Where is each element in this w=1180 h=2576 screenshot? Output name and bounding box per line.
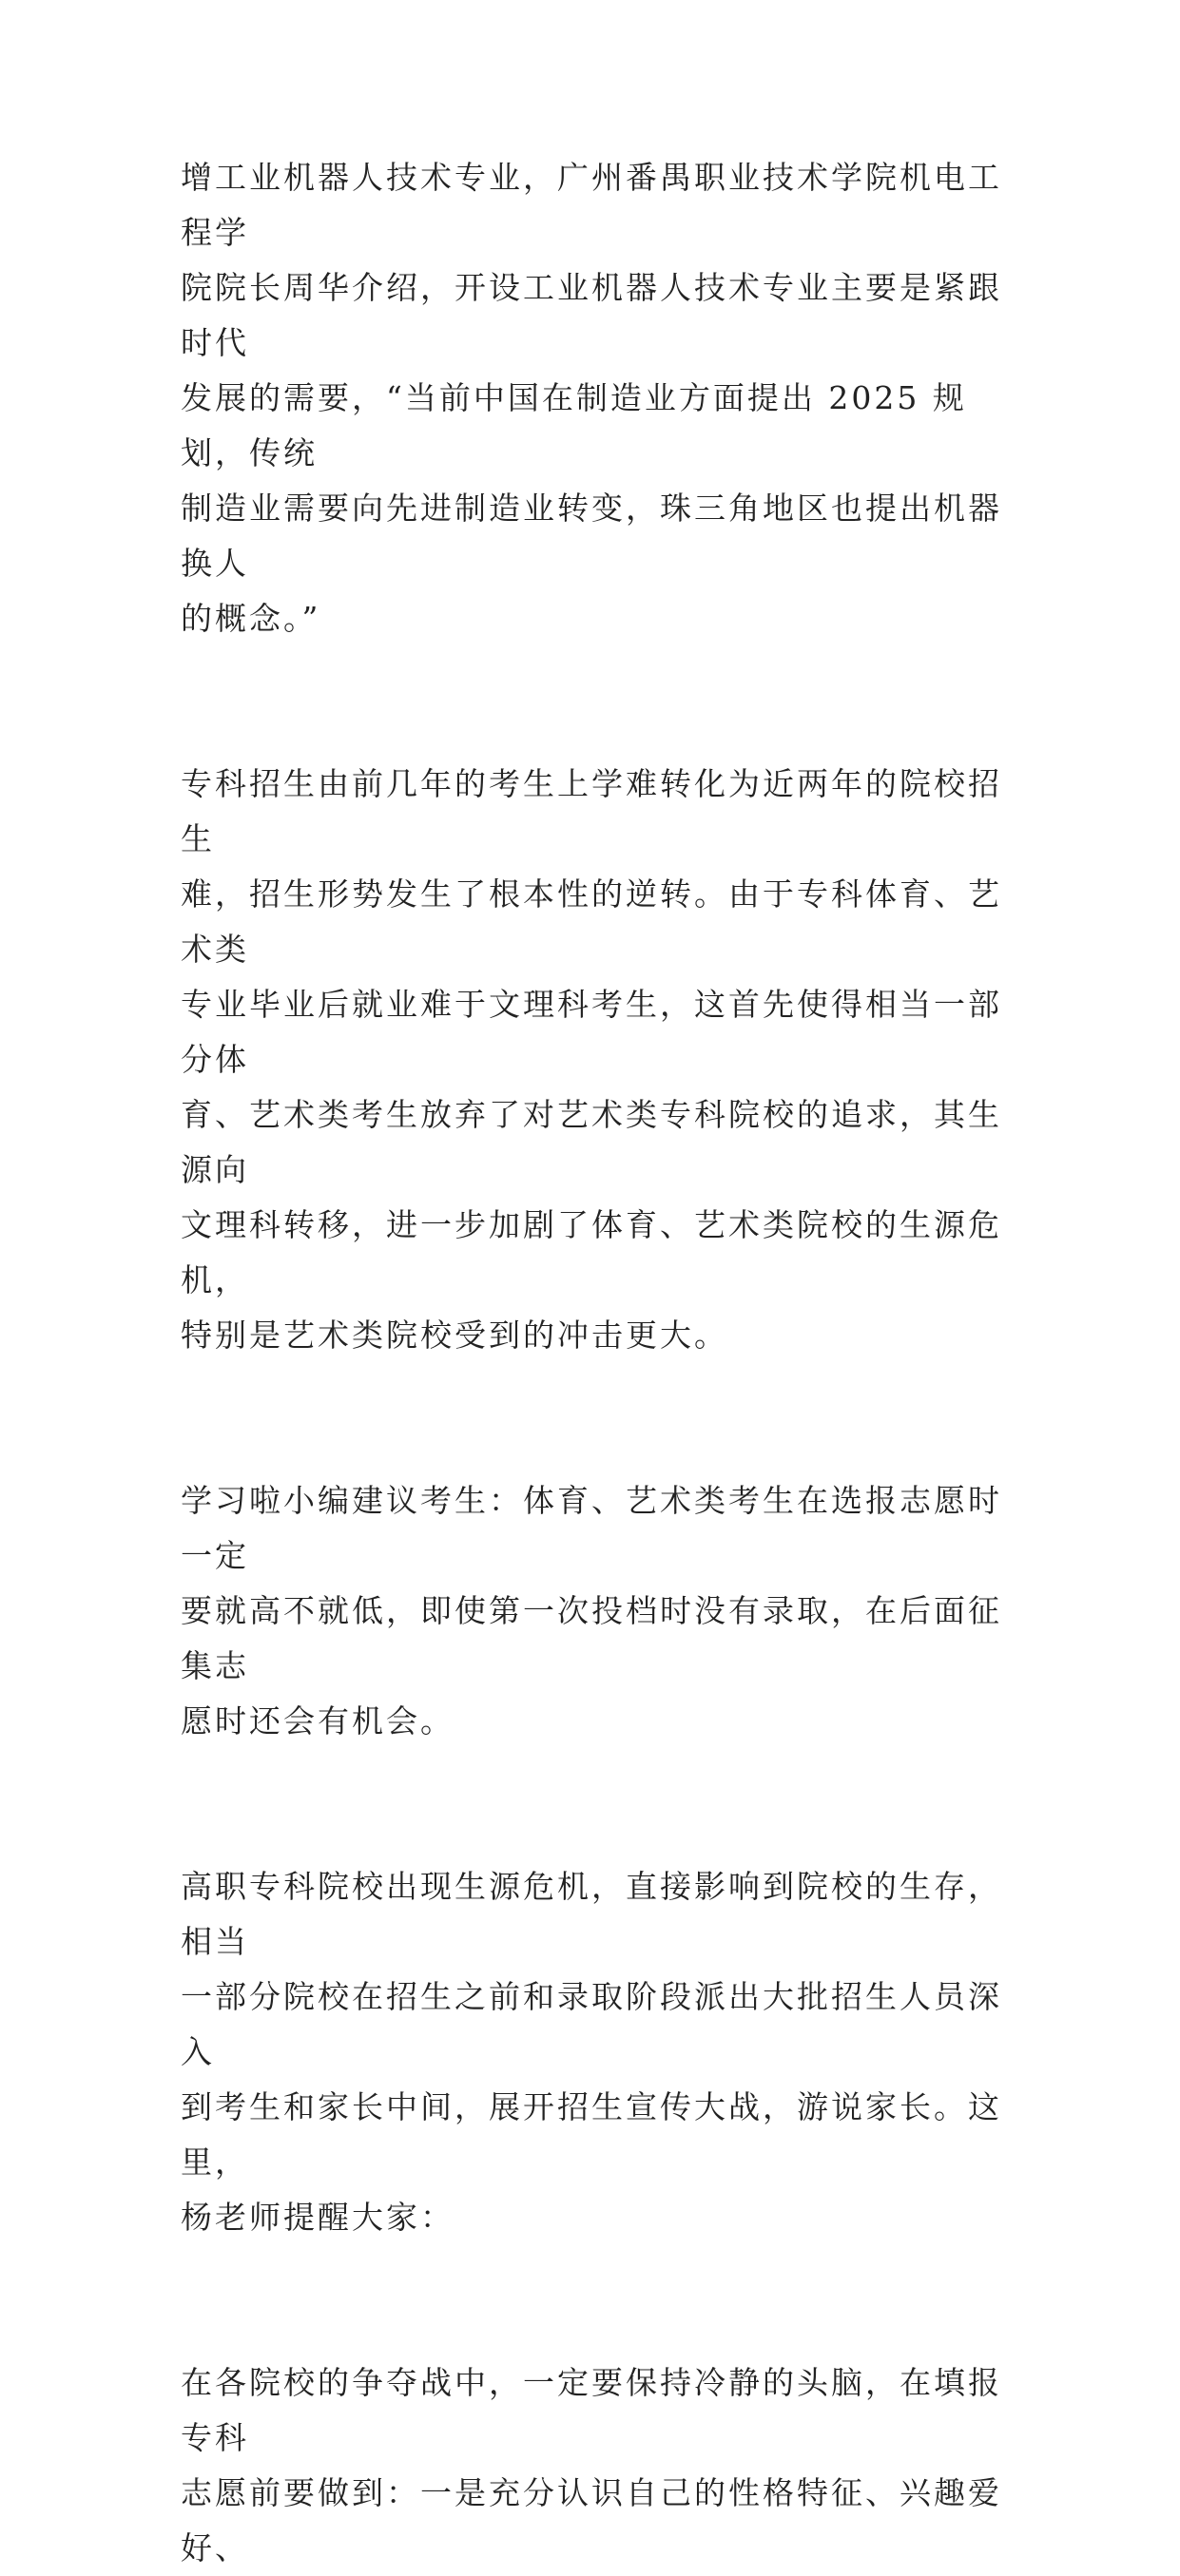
paragraph-spacer — [181, 646, 1017, 757]
paragraph-enrollment-difficulty: 专科招生由前几年的考生上学难转化为近两年的院校招生 难，招生形势发生了根本性的逆转。由于专科体育、艺术类 专业毕业后就业难于文理科考生，这首先使得相当一部分体 育、艺术类考生放弃了对艺术类专科院校的追求，其生源向 文理科转移，进一步加剧了体育、艺术类院校的生源危机， 特别是艺术类院校受到的冲击更大。 — [181, 765, 1002, 1354]
paragraph-stay-calm: 在各院校的争夺战中，一定要保持冷静的头脑，在填报专科 志愿前要做到：一是充分认识自己的性格特征、兴趣爱好、 — [181, 2364, 1002, 2566]
paragraph-editor-advice: 学习啦小编建议考生：体育、艺术类考生在选报志愿时一定 要就高不就低，即使第一次投档时没有录取，在后面征集志 愿时还会有机会。 — [181, 1482, 1002, 1740]
paragraph-spacer — [181, 1749, 1017, 1859]
paragraph-recruitment-competition: 高职专科院校出现生源危机，直接影响到院校的生存，相当 一部分院校在招生之前和录取阶段派出大批招生人员深入 到考生和家长中间，展开招生宣传大战，游说家长。这里， 杨老师提醒大家： — [181, 1868, 1002, 2236]
document-body — [181, 150, 1017, 2576]
paragraph-spacer — [181, 1363, 1017, 1473]
paragraph-spacer — [181, 2245, 1017, 2355]
paragraph-robotics-major: 增工业机器人技术专业，广州番禺职业技术学院机电工程学 院院长周华介绍，开设工业机器人技术专业主要是紧跟时代 发展的需要，“当前中国在制造业方面提出 2025 规划，传统 制造业需要向先进制造业转变，珠三角地区也提出机器换人 的概念。” — [181, 159, 1002, 637]
